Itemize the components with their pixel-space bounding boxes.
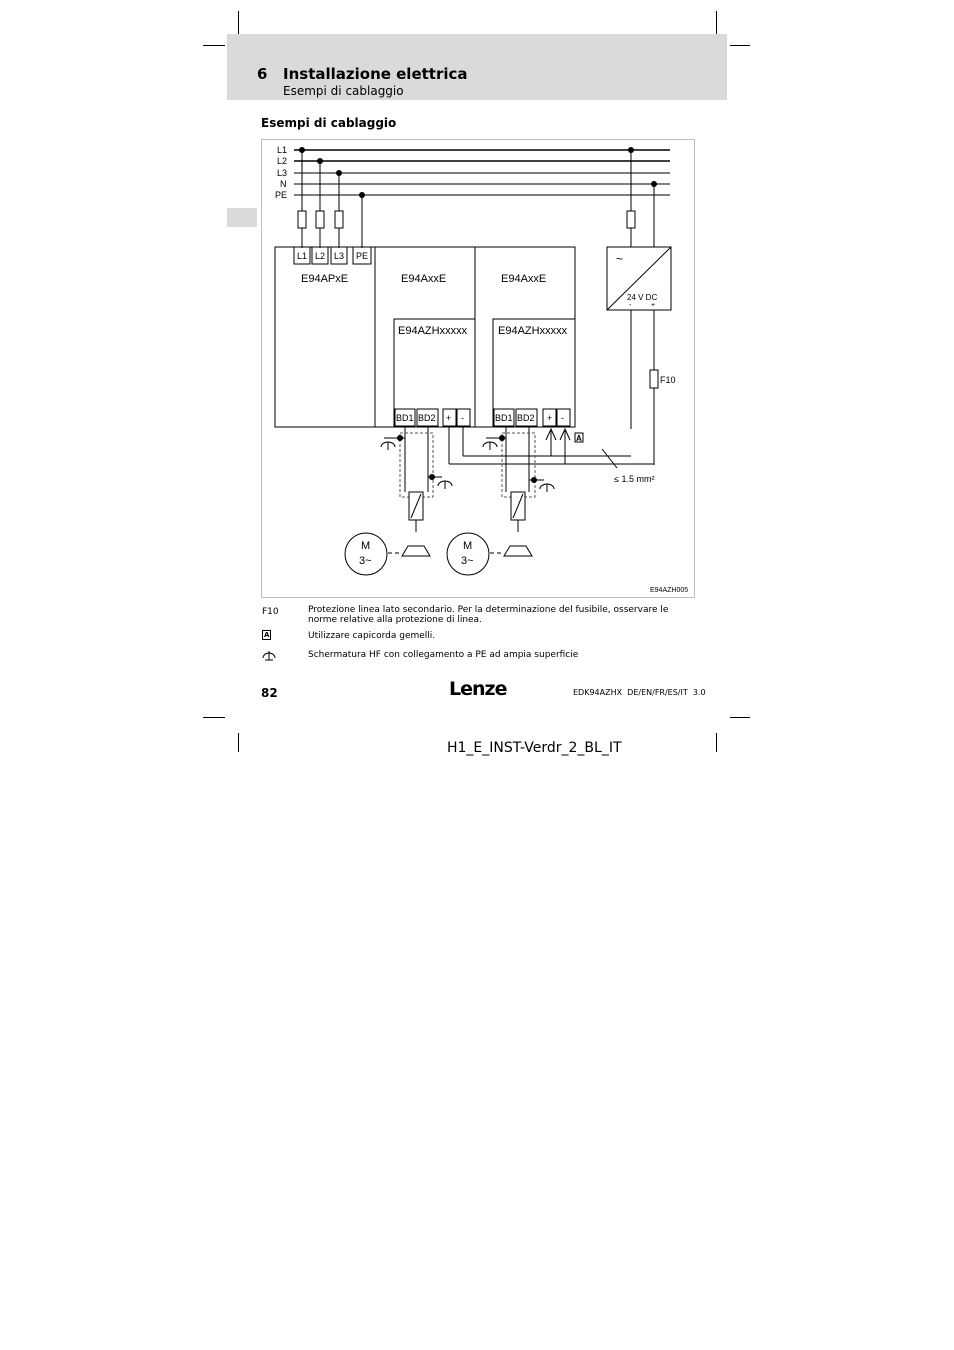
motor-1-phase: 3~ — [359, 555, 372, 567]
minus-label: - — [561, 413, 564, 423]
document-reference: EDK94AZHX DE/EN/FR/ES/IT 3.0 — [573, 688, 706, 697]
plus-label: + — [547, 413, 553, 423]
crop-mark — [716, 11, 717, 34]
chapter-number: 6 — [257, 65, 268, 83]
minus-label: - — [461, 413, 464, 423]
bd2-label: BD2 — [517, 413, 535, 423]
page-number: 82 — [261, 686, 278, 700]
terminal-label: L3 — [334, 251, 345, 261]
psu-minus: - — [629, 302, 632, 309]
psu-plus: + — [651, 302, 656, 309]
axis-module-1-label: E94AxxE — [401, 273, 447, 285]
bd1-label: BD1 — [495, 413, 513, 423]
section-title: Esempi di cablaggio — [261, 116, 397, 130]
option-module-1-label: E94AZHxxxxx — [398, 325, 468, 337]
shield-ground-icon — [262, 649, 276, 664]
crop-mark — [716, 733, 717, 752]
crop-mark — [203, 45, 225, 46]
legend-text-a: Utilizzare capicorda gemelli. — [308, 631, 436, 641]
print-id: H1_E_INST-Verdr_2_BL_IT — [447, 740, 622, 756]
crop-mark — [238, 733, 239, 752]
wire-section-label: ≤ 1.5 mm² — [614, 474, 655, 484]
key-a-box: A — [264, 631, 270, 639]
axis-module-2-label: E94AxxE — [501, 273, 547, 285]
terminal-label: L1 — [297, 251, 308, 261]
bd2-label: BD2 — [418, 413, 436, 423]
bus-label: L2 — [277, 156, 288, 166]
key-a-label: A — [576, 434, 582, 443]
bd1-label: BD1 — [396, 413, 414, 423]
chapter-title: Installazione elettrica — [283, 65, 468, 83]
fuse-label: F10 — [660, 375, 676, 385]
crop-mark — [730, 45, 750, 46]
psu-dc-label: 24 V DC — [627, 293, 658, 302]
legend-text-shield: Schermatura HF con collegamento a PE ad ampia superficie — [308, 650, 579, 660]
bus-label: PE — [275, 190, 288, 200]
legend-text-f10: Protezione linea lato secondario. Per la determinazione del fusibile, osservare le norme relative alla protezione di linea. — [308, 605, 669, 625]
chapter-subtitle: Esempi di cablaggio — [283, 84, 404, 98]
wiring-diagram-svg — [262, 140, 694, 597]
plus-label: + — [446, 413, 452, 423]
legend-key-a — [262, 630, 271, 640]
crop-mark — [238, 11, 239, 34]
supply-module-label: E94APxE — [301, 273, 349, 285]
terminal-label: L2 — [315, 251, 326, 261]
option-module-2-label: E94AZHxxxxx — [498, 325, 568, 337]
crop-mark — [203, 717, 225, 718]
motor-1-letter: M — [361, 540, 371, 552]
psu-ac-symbol: ~ — [616, 252, 624, 266]
bus-label: L1 — [277, 145, 288, 155]
brand-logo: Lenze — [449, 678, 507, 700]
terminal-label: PE — [356, 251, 369, 261]
chapter-tab-marker — [227, 208, 257, 227]
legend-key-f10: F10 — [262, 607, 279, 617]
bus-label: N — [280, 179, 287, 189]
bus-label: L3 — [277, 168, 288, 178]
motor-2-phase: 3~ — [461, 555, 474, 567]
crop-mark — [730, 717, 750, 718]
wiring-diagram — [261, 139, 695, 598]
figure-code: E94AZH005 — [650, 587, 689, 594]
motor-2-letter: M — [463, 540, 473, 552]
